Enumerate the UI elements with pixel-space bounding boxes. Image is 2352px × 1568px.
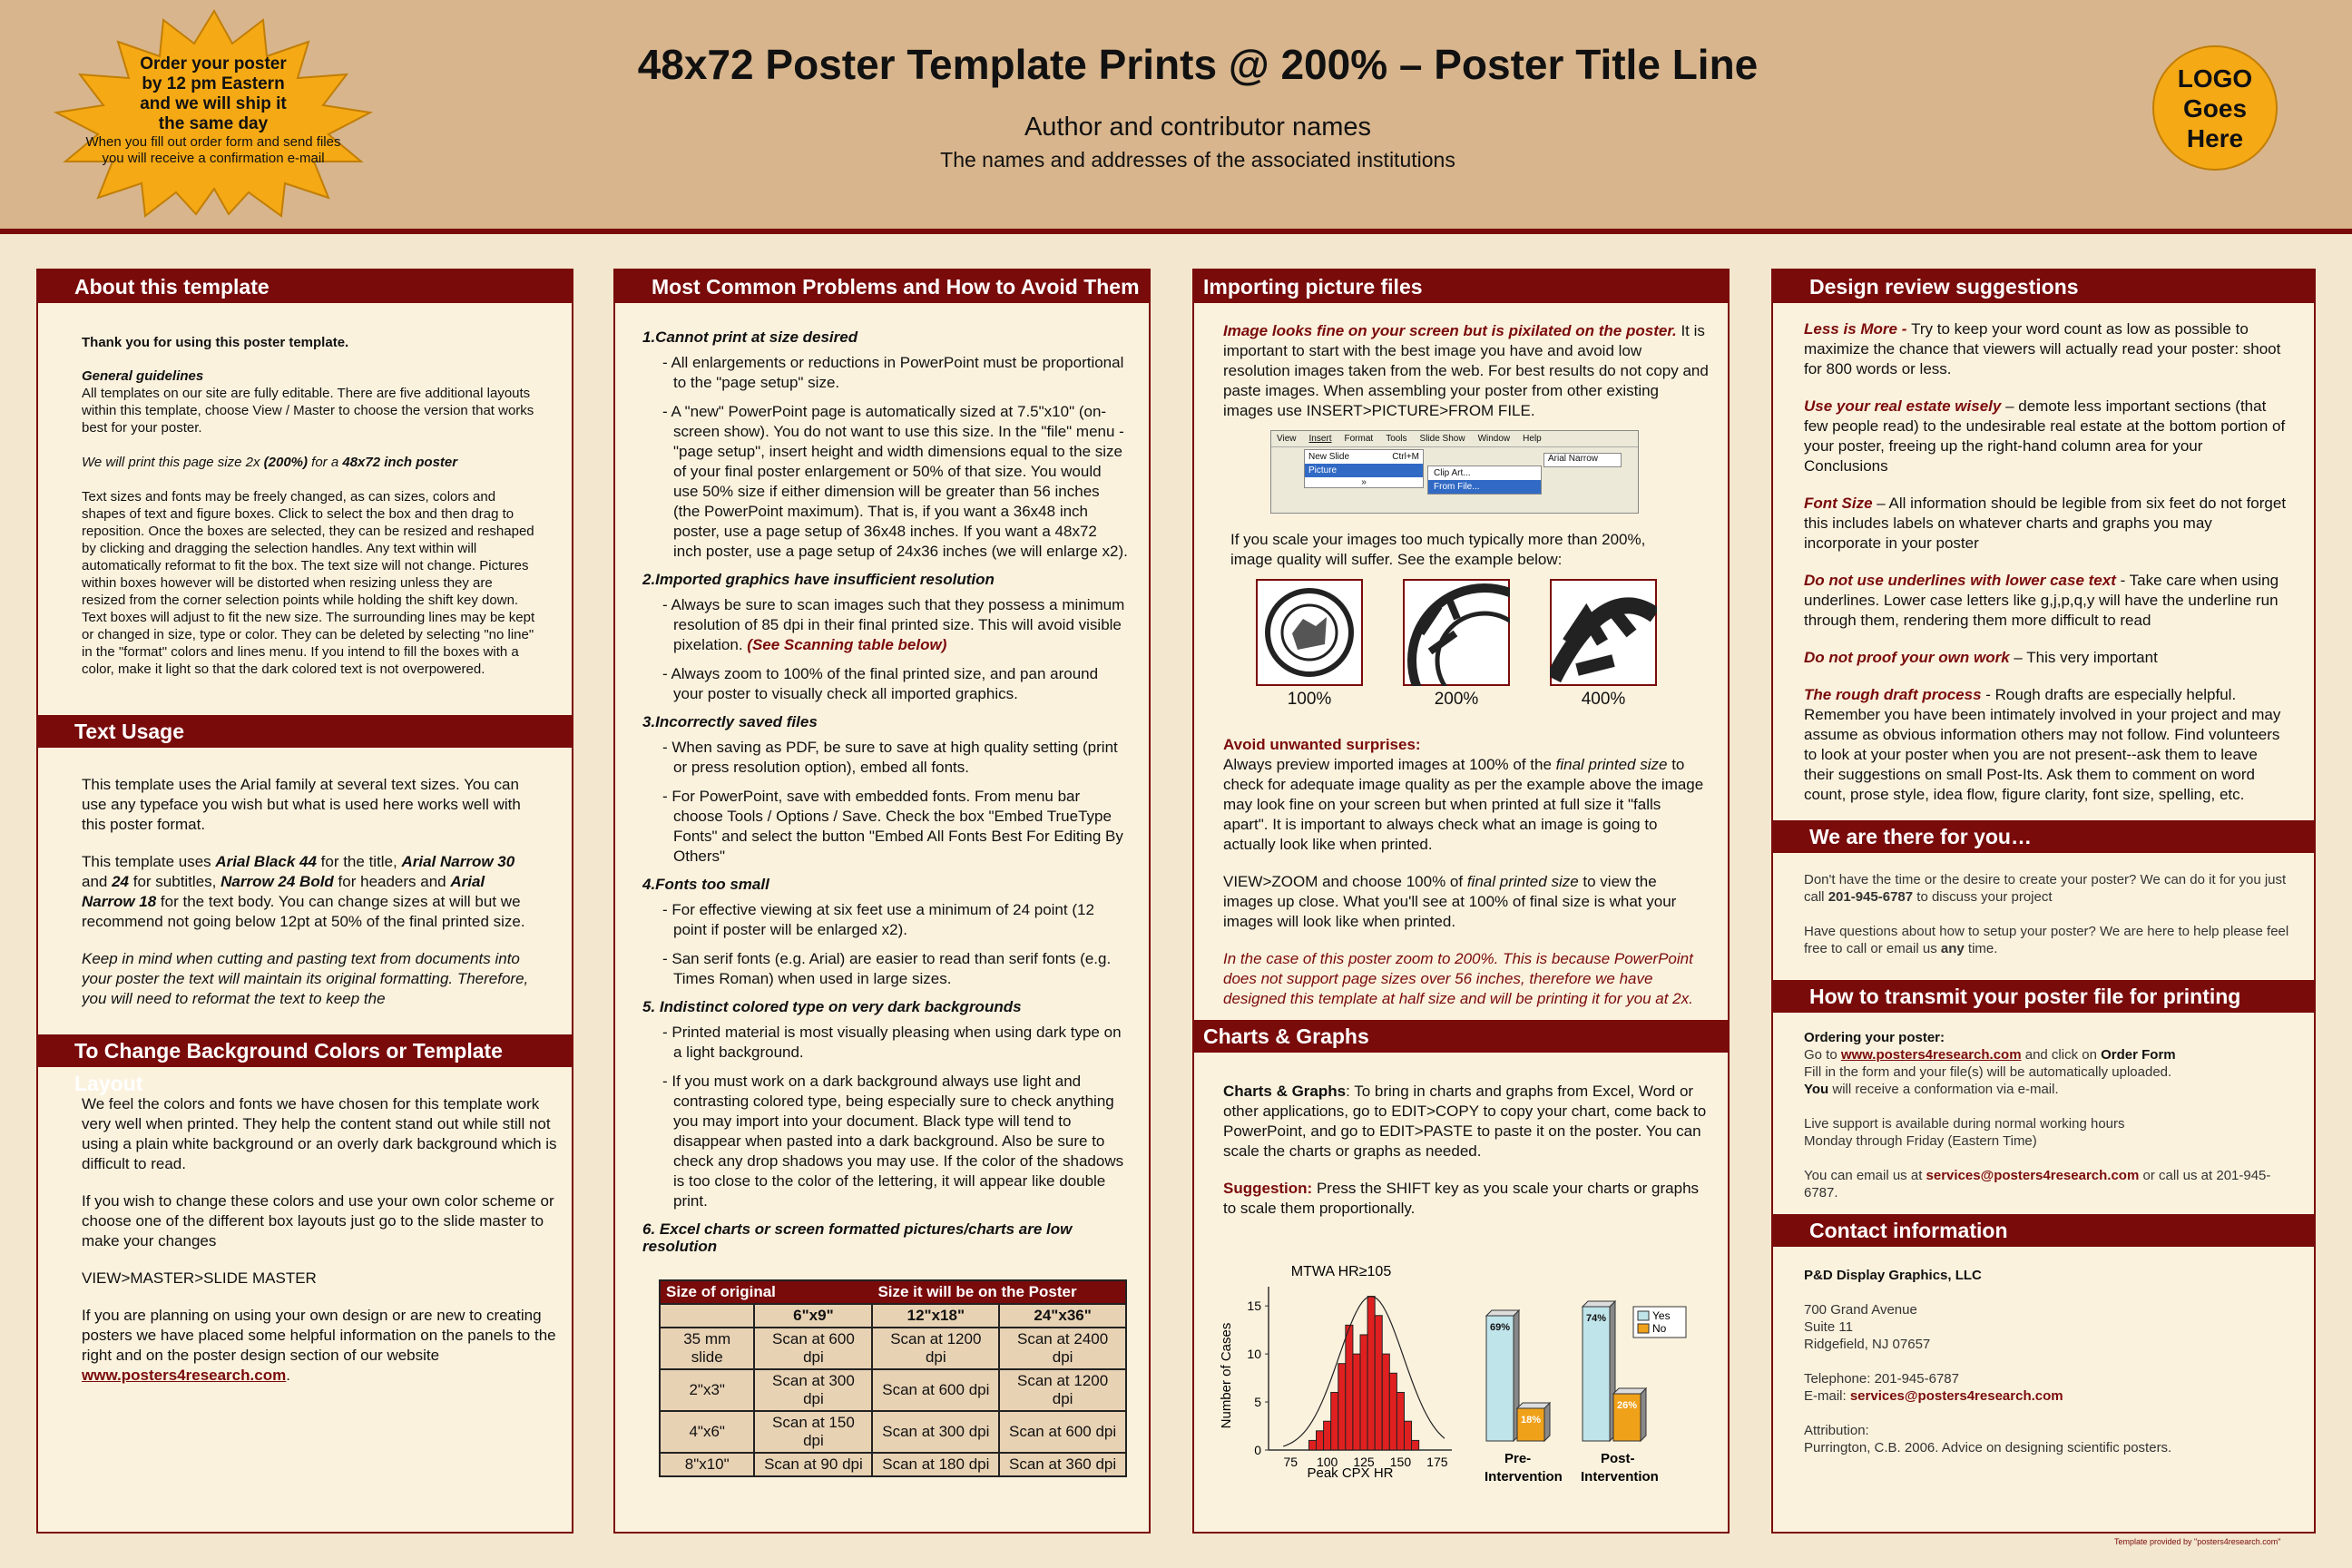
print-note-b: (200%) <box>263 455 308 470</box>
menu-item: Tools <box>1386 434 1407 444</box>
bullet-text: - Always be sure to scan images such that they possess a minimum resolution of 85 dpi in their final printed size. This will avoid visible pixelation. <box>662 596 1125 653</box>
transmit-heading: How to transmit your poster file for printing <box>1773 980 2314 1013</box>
you-label: You <box>1804 1082 1829 1097</box>
menu-item: Insert <box>1308 434 1332 444</box>
there-any: any <box>1940 941 1965 956</box>
design-item-title: Less is More - <box>1804 320 1912 338</box>
confirm-text: will receive a conformation via e-mail. <box>1828 1082 2059 1097</box>
chart-title: MTWA HR≥105 <box>1290 1264 1392 1279</box>
tu-k: for the text body. You can change sizes at will but we recommend not going below 12pt at 50% of the final printed size. <box>82 893 525 930</box>
contact-email[interactable]: services@posters4research.com <box>1849 1388 2063 1404</box>
bg-colors-body <box>82 1094 572 1403</box>
problem-title: 3.Incorrectly saved files <box>642 713 818 730</box>
menu-item: View <box>1277 434 1297 444</box>
bg-p2: If you wish to change these colors and use your own color scheme or choose one of the different box layouts just go to the slide master to make your changes <box>82 1192 554 1250</box>
tu-h: Narrow 24 Bold <box>220 873 334 890</box>
histogram-bar <box>1338 1364 1346 1450</box>
text-usage-p1: This template uses the Arial family at several text sizes. You can use any typeface you wish but what is used here works well with this poster format. <box>82 776 521 833</box>
scan-note: (See Scanning table below) <box>747 636 947 653</box>
promo-line: Order your poster <box>140 54 287 74</box>
menu-screenshot <box>1270 430 1639 514</box>
avoid-p1b: final printed size <box>1555 756 1668 773</box>
table-cell: Scan at 600 dpi <box>999 1411 1126 1453</box>
avoid-p2a: VIEW>ZOOM and choose 100% of <box>1223 873 1467 890</box>
contact-body <box>1804 1267 2290 1456</box>
tu-i: for headers and <box>333 873 451 890</box>
table-cell: Scan at 360 dpi <box>999 1453 1126 1476</box>
ordering-label: Ordering your poster: <box>1804 1030 1945 1045</box>
tu-g: for subtitles, <box>129 873 221 890</box>
legend-swatch-no <box>1638 1324 1649 1333</box>
problem-title: 4.Fonts too small <box>642 876 769 893</box>
problem-bullet: - If you must work on a dark background always use light and contrasting colored type, being especially sure to check anything you may import into your document. Black type will tend to disappear when pasted into a dark background. Also be sure to check any drop shadows you may use. If the color of the shadows is too close to the color of the lettering, it will appear like double print. <box>662 1073 1124 1210</box>
bg-colors-heading: To Change Background Colors or Template Layout <box>38 1034 572 1067</box>
about-text: Text sizes and fonts may be freely changed, as can sizes, colors and shapes of text and figure boxes. Click to select the box and then drag to reposition. Once the boxes are selected, they can be resized and reshaped by clicking and dragging the selection handles. Any text within will automatically reformat to fit the box. The text size will not change. Pictures within boxes however will be distorted when resizing unless they are resized from the corner selection points while holding the shift key down. Text boxes will adjust to fit the new size. The surrounding lines may be kept or changed in size, type or color. They can be deleted by selecting "no line" in the "format" colors and lines menu. If you intend to fill the boxes with a color, make it light so that the dark colored text is not overpowered. <box>82 489 535 677</box>
tu-f: 24 <box>112 873 130 890</box>
table-row-label: 4"x6" <box>660 1411 754 1453</box>
table-cell: Scan at 2400 dpi <box>999 1328 1126 1369</box>
problem-bullet: - A "new" PowerPoint page is automatically sized at 7.5"x10" (on-screen show). You do not want to use this size. In the "file" menu - "page setup", insert height and width dimensions equal to the size of your final poster enlargement or 50% of that size. You would use 50% size if either dimension will be greater than 56 inches (the PowerPoint maximum). That is, if you want a 36x48 inch poster, use a page setup of 36x48 inches. If you want a 48x72 inch poster, use a page setup of 24x36 inches (we will enlarge x2). <box>662 403 1128 560</box>
avoid-p2b: final printed size <box>1466 873 1579 890</box>
table-row-label: 2"x3" <box>660 1369 754 1411</box>
y-tick-label: 5 <box>1254 1395 1261 1410</box>
table-cell: Scan at 180 dpi <box>872 1453 999 1476</box>
about-heading: About this template <box>38 270 572 303</box>
support-hours: Monday through Friday (Eastern Time) <box>1804 1133 2037 1149</box>
there-p2b: time. <box>1964 941 1998 956</box>
design-item <box>1804 397 2290 476</box>
problem-title: 5. Indistinct colored type on very dark backgrounds <box>642 998 1022 1015</box>
table-row <box>660 1369 1126 1411</box>
design-item-title: Do not use underlines with lower case text <box>1804 572 2116 589</box>
design-item <box>1804 319 2290 379</box>
x-tick-label: 125 <box>1353 1455 1375 1469</box>
histogram-bar <box>1389 1373 1396 1450</box>
menu-expand: » <box>1361 477 1367 487</box>
there-p1a: Don't have the time or the desire to create your poster? We can do it for you just call <box>1804 872 2287 905</box>
category-label: Post- <box>1601 1451 1635 1466</box>
design-item-title: Font Size <box>1804 495 1873 512</box>
importing-intro <box>1223 321 1710 438</box>
scan-head-left: Size of original <box>660 1280 872 1304</box>
histogram-bar <box>1346 1325 1353 1450</box>
histogram-bar <box>1317 1431 1324 1450</box>
table-cell: Scan at 600 dpi <box>872 1369 999 1411</box>
suggestion-text: Press the SHIFT key as you scale your charts or graphs to scale them proportionally. <box>1223 1180 1700 1217</box>
importing-warning: Image looks fine on your screen but is pixilated on the poster. <box>1223 322 1677 339</box>
font-box: Arial Narrow <box>1544 453 1622 467</box>
fill-text: Fill in the form and your file(s) will be automatically uploaded. <box>1804 1064 2172 1080</box>
table-cell: Scan at 1200 dpi <box>999 1369 1126 1411</box>
print-note-c: for a <box>308 455 343 470</box>
design-item <box>1804 571 2290 631</box>
category-label: Intervention <box>1485 1469 1563 1483</box>
histogram-bar <box>1324 1421 1331 1450</box>
problem-item <box>642 328 1129 562</box>
column-1 <box>36 269 573 1534</box>
tu-b: Arial Black 44 <box>215 853 317 870</box>
legend-swatch-yes <box>1638 1311 1649 1320</box>
problem-bullet: - All enlargements or reductions in PowerPoint must be proportional to the "page setup" size. <box>662 354 1124 391</box>
histogram-bar <box>1382 1354 1389 1450</box>
there-p1b: to discuss your project <box>1913 889 2053 905</box>
address-line: 700 Grand Avenue <box>1804 1302 1917 1318</box>
about-thanks: Thank you for using this poster template. <box>82 335 349 350</box>
email-text: You can email us at <box>1804 1168 1926 1183</box>
y-tick-label: 0 <box>1254 1443 1261 1457</box>
promo-text <box>64 54 363 167</box>
chart-xlabel: Peak CPX HR <box>1307 1465 1394 1481</box>
problem-item <box>642 571 1129 704</box>
telephone: Telephone: 201-945-6787 <box>1804 1371 1959 1387</box>
bar-side <box>1641 1388 1646 1441</box>
design-item-text: - Take care when using underlines. Lower case letters like g,j,p,q,y will have the underline run through them, rendering them more difficult to read <box>1804 572 2279 629</box>
charts-body <box>1223 1082 1710 1236</box>
histogram-bars <box>1283 1297 1445 1450</box>
avoid-title: Avoid unwanted surprises: <box>1223 736 1421 753</box>
address-line: Suite 11 <box>1804 1319 1853 1335</box>
scale-note: If you scale your images too much typically more than 200%, image quality will suffer. See the example below: <box>1230 531 1646 568</box>
tu-d: Arial Narrow 30 <box>401 853 515 870</box>
bar-top <box>1583 1301 1615 1307</box>
menu-clip-art: Clip Art... <box>1434 468 1471 478</box>
avoid-p1a: Always preview imported images at 100% of the <box>1223 756 1556 773</box>
attribution-label: Attribution: <box>1804 1423 1869 1438</box>
charts-bold: Charts & Graphs <box>1223 1083 1347 1100</box>
bg-p4-end: . <box>286 1367 290 1384</box>
print-note-a: We will print this page size 2x <box>82 455 264 470</box>
legend-no: No <box>1652 1322 1667 1335</box>
scan-table <box>659 1279 1127 1477</box>
histogram-bar <box>1353 1354 1360 1450</box>
problem-item <box>642 876 1129 989</box>
design-item-text: – This very important <box>2009 649 2158 666</box>
problem-item <box>642 998 1129 1211</box>
text-usage-body <box>82 775 535 1022</box>
design-item <box>1804 648 2290 668</box>
email-link[interactable]: services@posters4research.com <box>1926 1168 2140 1183</box>
phone-number: 201-945-6787 <box>1828 889 1914 905</box>
menu-bar <box>1271 431 1638 447</box>
table-cell: Scan at 300 dpi <box>754 1369 872 1411</box>
print-note-d: 48x72 inch poster <box>342 455 458 470</box>
website-link[interactable]: www.posters4research.com <box>82 1367 287 1384</box>
problem-bullet: - Printed material is most visually pleasing when using dark type on a light background. <box>662 1024 1122 1061</box>
contact-heading: Contact information <box>1773 1214 2314 1247</box>
bar-value-label: 18% <box>1520 1415 1542 1426</box>
promo-small: you will receive a confirmation e-mail <box>102 151 325 166</box>
menu-shortcut: Ctrl+M <box>1392 452 1419 462</box>
guidelines-text: All templates on our site are fully editable. There are five additional layouts within this template, choose View / Master to choose the version that works best for your poster. <box>82 386 534 436</box>
suggestion-label: Suggestion: <box>1223 1180 1313 1197</box>
menu-from-file: From File... <box>1428 480 1541 494</box>
seal-400-image <box>1550 579 1657 686</box>
column-3 <box>1192 269 1730 1534</box>
avoid-p3: In the case of this poster zoom to 200%. This is because PowerPoint does not support page sizes over 56 inches, therefore we have designed this template at half size and will be printing it for you at 2x. <box>1223 950 1693 1007</box>
table-row-label: 8"x10" <box>660 1453 754 1476</box>
bg-p4-text: If you are planning on using your own design or are new to creating posters we have placed some helpful information on the panels to the right and on the poster design section of our website <box>82 1307 556 1364</box>
histogram-chart <box>1214 1259 1459 1483</box>
table-cell <box>660 1304 754 1328</box>
problem-title: 2.Imported graphics have insufficient resolution <box>642 571 995 588</box>
order-form-label: Order Form <box>2101 1047 2176 1063</box>
email-text-b: or call us at 201-945-6787. <box>1804 1168 2271 1200</box>
zoom-caption: 200% <box>1434 690 1479 709</box>
text-usage-p3: Keep in mind when cutting and pasting text from documents into your poster the text will maintain its original formatting. Therefore, you will need to reformat the text to keep the <box>82 950 529 1007</box>
importing-p1: It is important to start with the best image you have and avoid low resolution images taken from the web. For best results do not copy and paste images. When assembling your poster from other existing images use INSERT>PICTURE>FROM FILE. <box>1223 322 1709 419</box>
about-body <box>82 334 535 695</box>
table-cell: Scan at 90 dpi <box>754 1453 872 1476</box>
live-support: Live support is available during normal working hours <box>1804 1116 2125 1132</box>
avoid-section <box>1223 735 1710 1016</box>
x-tick-label: 75 <box>1283 1455 1298 1469</box>
design-item-text: – All information should be legible from six feet do not forget this includes labels on whatever charts and graphs you may incorporate in your poster <box>1804 495 2287 552</box>
category-label: Intervention <box>1581 1469 1659 1483</box>
bar-value-label: 69% <box>1489 1322 1511 1333</box>
histogram-bar <box>1331 1392 1338 1450</box>
intervention-bar <box>1486 1316 1514 1441</box>
histogram-bar <box>1412 1440 1419 1450</box>
scan-head-right: Size it will be on the Poster <box>872 1280 1126 1304</box>
table-cell: Scan at 600 dpi <box>754 1328 872 1369</box>
problems-list <box>642 328 1129 1305</box>
problem-bullet: - For PowerPoint, save with embedded fonts. From menu bar choose Tools / Options / Save. Check the box "Embed TrueType Fonts" and select the button "Embed All Fonts Best For Editing By Others" <box>662 788 1123 865</box>
histogram-bar <box>1367 1297 1375 1450</box>
promo-line: the same day <box>158 114 269 133</box>
importing-heading: Importing picture files <box>1194 270 1728 303</box>
table-col-header: 6"x9" <box>754 1304 872 1328</box>
design-item-title: Do not proof your own work <box>1804 649 2010 666</box>
menu-picture: Picture <box>1305 464 1423 477</box>
picture-submenu <box>1427 466 1542 495</box>
company-name: P&D Display Graphics, LLC <box>1804 1268 1982 1283</box>
goto-text: Go to <box>1804 1047 1841 1063</box>
histogram-bar <box>1308 1440 1316 1450</box>
bg-p3: VIEW>MASTER>SLIDE MASTER <box>82 1269 317 1287</box>
insert-menu <box>1304 449 1424 488</box>
menu-item: Slide Show <box>1419 434 1465 444</box>
author-names: Author and contributor names <box>1024 113 1372 142</box>
text-usage-heading: Text Usage <box>38 715 572 748</box>
bar-top <box>1517 1403 1550 1408</box>
menu-item: Help <box>1523 434 1542 444</box>
x-tick-label: 150 <box>1389 1455 1412 1469</box>
menu-new-slide-label: New Slide <box>1308 452 1350 462</box>
histogram-bar <box>1396 1392 1404 1450</box>
table-cell: Scan at 1200 dpi <box>872 1328 999 1369</box>
menu-item: Window <box>1477 434 1511 444</box>
there-heading: We are there for you… <box>1773 820 2314 853</box>
table-row <box>660 1453 1126 1476</box>
column-4 <box>1771 269 2316 1534</box>
menu-new-slide <box>1305 450 1423 464</box>
intervention-bar <box>1583 1307 1610 1441</box>
histogram-bar <box>1360 1335 1367 1450</box>
y-tick-label: 15 <box>1247 1298 1261 1314</box>
text-usage-p2 <box>82 852 535 932</box>
histogram-bar <box>1404 1421 1411 1450</box>
design-item <box>1804 494 2290 554</box>
problem-bullet: - For effective viewing at six feet use a minimum of 24 point (12 point if poster will be enlarged x2). <box>662 901 1094 938</box>
attribution-text: Purrington, C.B. 2006. Advice on designing scientific posters. <box>1804 1440 2172 1455</box>
menu-item: Format <box>1344 434 1374 444</box>
intervention-chart <box>1466 1278 1720 1483</box>
problem-item <box>642 713 1129 867</box>
promo-line: by 12 pm Eastern <box>142 74 285 93</box>
x-tick-label: 100 <box>1316 1455 1338 1469</box>
intervention-bars <box>1486 1301 1646 1441</box>
logo-placeholder: LOGO Goes Here <box>2152 45 2278 171</box>
table-row <box>660 1328 1126 1369</box>
table-cell: Scan at 150 dpi <box>754 1411 872 1453</box>
poster-title: 48x72 Poster Template Prints @ 200% – Poster Title Line <box>637 41 1759 88</box>
order-site-link[interactable]: www.posters4research.com <box>1840 1047 2022 1063</box>
problem-title: 6. Excel charts or screen formatted pictures/charts are low resolution <box>642 1220 1073 1255</box>
design-item-text: - Rough drafts are especially helpful. Remember you have been intimately involved in your project and may assume as obvious information others may not follow. Find volunteers to look at your poster when you are not present--ask them to leave their suggestions on small Post-Its. Ask them to comment on word count, prose style, idea flow, figure clarity, font size, spelling, etc. <box>1804 686 2281 803</box>
bar-value-label: 26% <box>1616 1400 1638 1411</box>
zoom-caption: 400% <box>1581 690 1626 709</box>
problem-bullet <box>662 595 1129 655</box>
tu-a: This template uses <box>82 853 216 870</box>
problem-bullet: - When saving as PDF, be sure to save at high quality setting (print or press resolution option), embed all fonts. <box>662 739 1118 776</box>
design-item-title: Use your real estate wisely <box>1804 397 2002 415</box>
table-col-header: 24"x36" <box>999 1304 1126 1328</box>
promo-small: When you fill out order form and send files <box>85 134 341 150</box>
design-heading: Design review suggestions <box>1773 270 2314 303</box>
tu-j: Arial Narrow 18 <box>82 873 485 910</box>
bar-top <box>1486 1310 1519 1316</box>
problems-heading: Most Common Problems and How to Avoid Them <box>615 270 1149 303</box>
bar-value-label: 74% <box>1585 1313 1607 1324</box>
there-p2a: Have questions about how to setup your poster? We are here to help please feel free to call or email us <box>1804 924 2289 956</box>
promo-line: and we will ship it <box>140 94 287 113</box>
design-item-title: The rough draft process <box>1804 686 1982 703</box>
histogram-bar <box>1375 1316 1382 1450</box>
tu-c: for the title, <box>316 853 402 870</box>
table-cell: Scan at 300 dpi <box>872 1411 999 1453</box>
table-col-header: 12"x18" <box>872 1304 999 1328</box>
problem-title: 1.Cannot print at size desired <box>642 328 858 346</box>
seal-100-image <box>1256 579 1363 686</box>
bar-top <box>1613 1388 1646 1394</box>
email-label: E-mail: <box>1804 1388 1850 1404</box>
bar-side <box>1544 1403 1550 1441</box>
charts-heading: Charts & Graphs <box>1194 1020 1728 1053</box>
tu-e: and <box>82 873 113 890</box>
chart-ylabel: Number of Cases <box>1219 1322 1234 1429</box>
bg-p4 <box>82 1306 572 1386</box>
table-row-label: 35 mm slide <box>660 1328 754 1369</box>
avoid-p2c: to view the images up close. What you'll see at 100% of final size is what your images will look like when printed. <box>1223 873 1677 930</box>
design-item <box>1804 685 2290 805</box>
address-line: Ridgefield, NJ 07657 <box>1804 1337 1931 1352</box>
category-label: Pre- <box>1504 1451 1532 1466</box>
click-text: and click on <box>2021 1047 2102 1063</box>
seal-200-image <box>1403 579 1510 686</box>
charts-text: : To bring in charts and graphs from Excel, Word or other applications, go to EDIT>COPY to copy your chart, come back to PowerPoint, and go to EDIT>PASTE to paste it on the poster. You can scale the charts or graphs as needed. <box>1223 1083 1707 1160</box>
bg-p1: We feel the colors and fonts we have chosen for this template work very well when printed. They help the content stand out while still not using a plain white background or an overly dark background which is difficult to read. <box>82 1095 557 1172</box>
table-row <box>660 1411 1126 1453</box>
avoid-p1c: to check for adequate image quality as per the example above the image may look fine on your screen but when printed at full size it "falls apart". It is important to always check what an image is going to actually look like when printed. <box>1223 756 1704 853</box>
problem-bullet: - San serif fonts (e.g. Arial) are easier to read than serif fonts (e.g. Times Roman) when used in large sizes. <box>662 950 1112 987</box>
y-tick-label: 10 <box>1247 1347 1261 1362</box>
design-item-text: Try to keep your word count as low as possible to maximize the chance that viewers will actually read your poster: shoot for 800 words or less. <box>1804 320 2281 377</box>
transmit-body <box>1804 1029 2290 1201</box>
design-list <box>1804 319 2290 817</box>
print-note <box>82 454 535 471</box>
zoom-caption: 100% <box>1287 690 1332 709</box>
institutions: The names and addresses of the associated institutions <box>940 148 1455 172</box>
legend-yes: Yes <box>1652 1309 1671 1322</box>
x-tick-label: 175 <box>1426 1455 1448 1469</box>
there-body <box>1804 871 2290 975</box>
footer-note: Template provided by "posters4research.com" <box>2114 1537 2281 1546</box>
problem-bullet: - Always zoom to 100% of the final printed size, and pan around your poster to visually check all imported graphics. <box>662 665 1099 702</box>
guidelines-title: General guidelines <box>82 368 204 384</box>
design-item-text: – demote less important sections (that few people read) to the undesirable real estate at the bottom portion of your poster, freeing up the right-hand column area for your Conclusions <box>1804 397 2286 475</box>
